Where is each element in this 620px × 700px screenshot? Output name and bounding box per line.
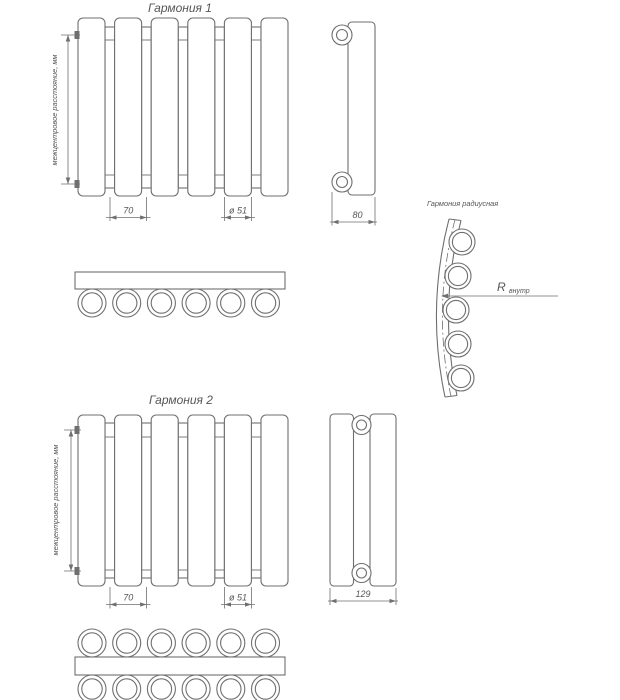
harmony2-title: Гармония 2	[149, 393, 213, 407]
dimension-arrow	[330, 599, 337, 603]
radial-tube-bore	[448, 334, 467, 353]
connector-tube	[215, 27, 225, 188]
depth-dimension-value: 80	[352, 210, 363, 220]
pipe-fitting-hole	[337, 177, 348, 188]
harmony2-top-view	[75, 629, 285, 700]
tube-section-bore	[221, 633, 241, 653]
pipe-fitting-hole	[357, 568, 367, 578]
tube-section-bore	[151, 293, 171, 313]
dimension-arrow	[69, 430, 74, 437]
harmony1-side-view	[330, 22, 377, 226]
pipe-fitting-hole	[357, 420, 367, 430]
dimension-arrow	[369, 220, 376, 224]
harmony-radial-view	[427, 199, 558, 397]
dimension-arrow	[66, 178, 71, 185]
radius-symbol: R	[497, 280, 506, 294]
radial-tube-bore	[452, 232, 471, 251]
connector-tube	[142, 27, 152, 188]
radiator-tube	[78, 18, 105, 196]
harmony2-pitch-dimension	[106, 587, 151, 609]
tube-section-bore	[151, 633, 171, 653]
radial-tube-bore	[448, 266, 467, 285]
connector-tube	[142, 423, 152, 578]
center-distance-label: межцентровое расстояние, мм	[51, 444, 60, 556]
connector-tube	[178, 27, 188, 188]
tube-section-bore	[117, 633, 137, 653]
tube-section-bore	[186, 679, 206, 699]
harmony1-center-distance-dimension	[50, 35, 80, 184]
radiator-tube	[261, 18, 288, 196]
dimension-arrow	[66, 35, 71, 42]
harmony1-front-view	[75, 18, 289, 196]
depth-dimension-value: 129	[355, 589, 371, 599]
dimension-arrow	[140, 215, 147, 219]
radiator-tube	[151, 415, 178, 586]
connector-tube	[215, 423, 225, 578]
side-panel	[370, 414, 396, 586]
tube-section-bore	[255, 633, 275, 653]
connector-tube	[105, 423, 115, 578]
pitch-dimension-value: 70	[123, 592, 134, 603]
harmony2-center-distance-dimension	[51, 430, 81, 571]
diameter-dimension-value: ø 51	[228, 205, 248, 216]
pitch-dimension-value: 70	[123, 205, 134, 216]
side-panel	[348, 22, 375, 195]
radius-subscript: внутр	[509, 288, 530, 295]
dimension-arrow	[225, 215, 232, 219]
connector-tube	[178, 423, 188, 578]
pipe-fitting-hole	[337, 30, 348, 41]
side-panel	[330, 414, 354, 586]
radiator-tube	[188, 18, 215, 196]
radiator-tube	[151, 18, 178, 196]
connector-tube	[251, 27, 261, 188]
radius-arrow	[441, 294, 448, 299]
dimension-arrow	[390, 599, 397, 603]
dimension-arrow	[245, 602, 252, 606]
dimension-arrow	[69, 565, 74, 572]
tube-section-bore	[117, 679, 137, 699]
tube-section-bore	[82, 293, 102, 313]
tube-section-bore	[82, 633, 102, 653]
dimension-arrow	[332, 220, 339, 224]
tube-section-bore	[255, 293, 275, 313]
connector-tube	[105, 27, 115, 188]
dimension-arrow	[140, 602, 147, 606]
tube-section-bore	[221, 293, 241, 313]
tube-section-bore	[151, 679, 171, 699]
center-distance-label: межцентровое расстояние, мм	[50, 54, 59, 166]
radiator-tube	[224, 415, 251, 586]
harmony2-side-view	[328, 414, 398, 605]
harmony1-top-view	[75, 272, 285, 317]
tube-section-bore	[82, 679, 102, 699]
tube-section-bore	[117, 293, 137, 313]
manifold-bar	[75, 272, 285, 289]
radiator-tube	[78, 415, 105, 586]
radial-title: Гармония радиусная	[427, 199, 499, 208]
tube-section-bore	[255, 679, 275, 699]
connector-tube	[251, 423, 261, 578]
radiator-tube	[224, 18, 251, 196]
diameter-dimension-value: ø 51	[228, 592, 248, 603]
harmony1-title: Гармония 1	[148, 1, 212, 15]
tube-section-bore	[221, 679, 241, 699]
manifold-bar	[75, 657, 285, 675]
harmony2-diameter-dimension	[221, 587, 255, 609]
dimension-arrow	[110, 602, 117, 606]
tube-section-bore	[186, 293, 206, 313]
harmony1-pitch-dimension	[106, 197, 151, 221]
dimension-arrow	[225, 602, 232, 606]
radial-tube-bore	[451, 368, 470, 387]
harmony2-front-view	[75, 415, 289, 586]
radiator-tube	[261, 415, 288, 586]
dimension-arrow	[245, 215, 252, 219]
radial-tube-bore	[446, 300, 465, 319]
harmony1-diameter-dimension	[221, 197, 255, 221]
radiator-tube	[115, 18, 142, 196]
dimension-arrow	[110, 215, 117, 219]
tube-section-bore	[186, 633, 206, 653]
radiator-tube	[188, 415, 215, 586]
radiator-tube	[115, 415, 142, 586]
